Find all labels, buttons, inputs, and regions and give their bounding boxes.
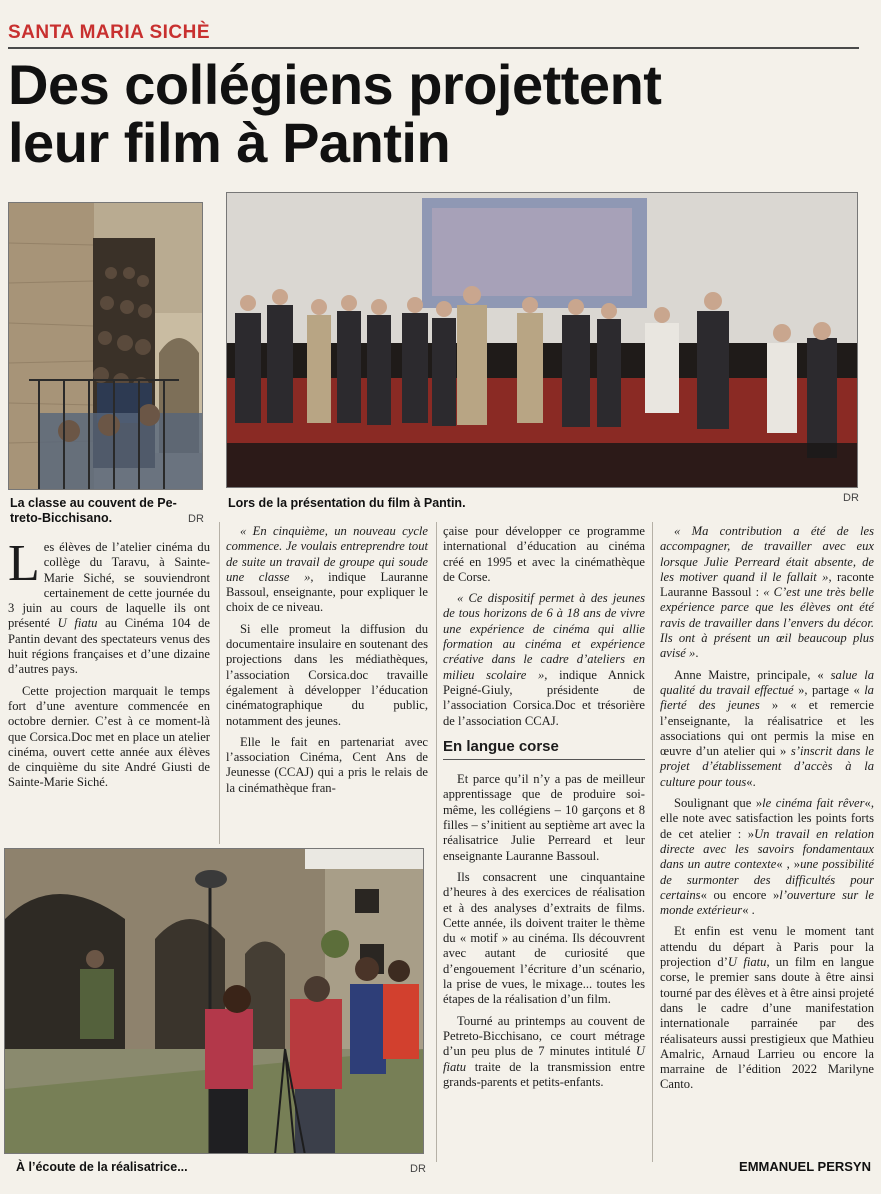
column-rule <box>219 522 220 844</box>
convent-photo <box>8 202 203 490</box>
article-column-2 <box>226 524 428 802</box>
drop-cap: L <box>8 535 40 592</box>
section-kicker: SANTA MARIA SICHÈ <box>8 22 211 43</box>
article-paragraph: çaise pour développer ce programme international d’éducation au cinéma créé en 1995 et avec la cinémathèque de Corse. <box>443 524 645 584</box>
article-paragraph: Anne Maistre, principale, « salue la qualité du travail effectué », partage « la fierté des jeunes » « et remercie l’enseignante, la réalisatrice et les associations qui ont permis la mise en œuvre d’un atelier qui » s’inscrit dans le projet d’établissement d’accès à la culture pour tous«. <box>660 667 874 789</box>
article-paragraph: Tourné au printemps au couvent de Petreto-Bicchisano, ce court métrage d’un peu plus de 7 minutes intitulé U fiatu traite de la transmission entre grands-parents et petits-enfants. <box>443 1013 645 1089</box>
pantin-photo <box>226 192 858 488</box>
article-paragraph: Et enfin est venu le moment tant attendu du départ à Paris pour la projection d’U fiatu, un film en langue corse, le premier sans doute à être ainsi tourné par des élèves et à être ainsi projeté dans le cadre d’une manifestation internationale parrainée par des réalisateurs aussi prestigieux que Mathieu Amalric, Arnaud Larrieu ou encore la marraine de l’édition 2022 Marilyne Canto. <box>660 924 874 1092</box>
article-paragraph: Et parce qu’il n’y a pas de meilleur apprentissage que de produire soi-même, les collégiens – 10 garçons et 8 filles – s’initient au septième art avec la réalisatrice Julie Perreard et leur enseignante Lauranne Bassoul. <box>443 772 645 863</box>
article-paragraph: Si elle promeut la diffusion du documentaire insulaire en soutenant des projections dans les médiathèques, l’association Corsica.doc travaille également à développer l’éducation cinématographique du public, notamment des jeunes. <box>226 621 428 728</box>
article-paragraph: « Ce dispositif permet à des jeunes de tous horizons de 6 à 18 ans de vivre une expérience de cinéma qui allie formation au cinéma et expérience créative dans le cadre d’ateliers en milieu scolaire », indique Annick Peigné-Giuly, présidente de l’association Corsica.Doc et trésorière de l’association CCAJ. <box>443 591 645 728</box>
article-paragraph: Les élèves de l’atelier cinéma du collège du Taravu, à Sainte-Marie Siché, se souviendront certainement de cette journée du 3 juin au cours de laquelle ils ont présenté U fiatu au Cinéma 104 de Pantin devant des spectateurs venus des huit régions françaises et d’une dizaine d’autres pays. <box>8 535 210 677</box>
headline <box>8 53 708 174</box>
courtyard-credit: DR <box>410 1163 426 1175</box>
article-paragraph: Ils consacrent une cinquantaine d’heures à des exercices de réalisation et à des analyses d’extraits de films. Cette année, ils doivent traiter le thème du « motif » au cinéma. Ils découvrent avec autant de curiosité que d’engouement l’écriture d’un scénario, la prise de vues, le mixage... toutes les étapes de la réalisation d’un film. <box>443 869 645 1007</box>
convent-credit: DR <box>188 513 204 525</box>
pantin-caption: Lors de la présentation du film à Pantin. <box>228 496 466 510</box>
courtyard-caption: À l’écoute de la réalisatrice... <box>16 1160 188 1174</box>
article-paragraph: Elle le fait en partenariat avec l’association Cinéma, Cent Ans de Jeunesse (CCAJ) qui a pris le relais de la cinémathèque fran- <box>226 734 428 795</box>
article-column-3 <box>443 524 645 1096</box>
column-rule <box>652 522 653 1162</box>
headline-line-2: leur film à Pantin <box>8 111 451 174</box>
subheading: En langue corse <box>443 739 645 760</box>
article-paragraph: Soulignant que »le cinéma fait rêver«, elle note avec satisfaction les points forts de cet atelier : »Un travail en relation directe avec les savoirs fondamentaux dans un autre contexte« , »une possibilité de surmonter des difficultés pour certains« ou encore »l’ouverture sur le monde extérieur« . <box>660 796 875 918</box>
pantin-credit: DR <box>843 492 859 504</box>
column-rule <box>436 522 437 1162</box>
article-column-4 <box>660 524 874 1099</box>
article-paragraph: Cette projection marquait le temps fort d’une aventure commencée en octobre dernier. C’est à ce moment-là que Corsica.Doc met en place un atelier cinéma, ouvert cette année aux élèves de cinquième du site André Giusti de Sainte-Marie Siché. <box>8 683 210 790</box>
convent-caption: La classe au couvent de Pe- treto-Bicchisano. <box>10 496 177 525</box>
article-column-1 <box>8 535 210 797</box>
headline-line-1: Des collégiens projettent <box>8 53 662 116</box>
kicker-rule <box>8 47 859 49</box>
article-paragraph: « Ma contribution a été de les accompagner, de travailler avec eux lorsque Julie Perreard était absente, de les motiver quand il le fallait », raconte Lauranne Bassoul : « C’est une très belle expérience parce que les élèves ont été ravis de travailler dans l’envers du décor. Ils ont à présent un œil beaucoup plus avisé ». <box>660 524 874 661</box>
byline: EMMANUEL PERSYN <box>739 1159 871 1174</box>
courtyard-photo <box>4 848 424 1154</box>
article-paragraph: « En cinquième, un nouveau cycle commence. Je voulais entreprendre tout de suite un travail de groupe qui soude une classe », indique Lauranne Bassoul, enseignante, pour expliquer le choix de ce niveau. <box>226 524 428 615</box>
